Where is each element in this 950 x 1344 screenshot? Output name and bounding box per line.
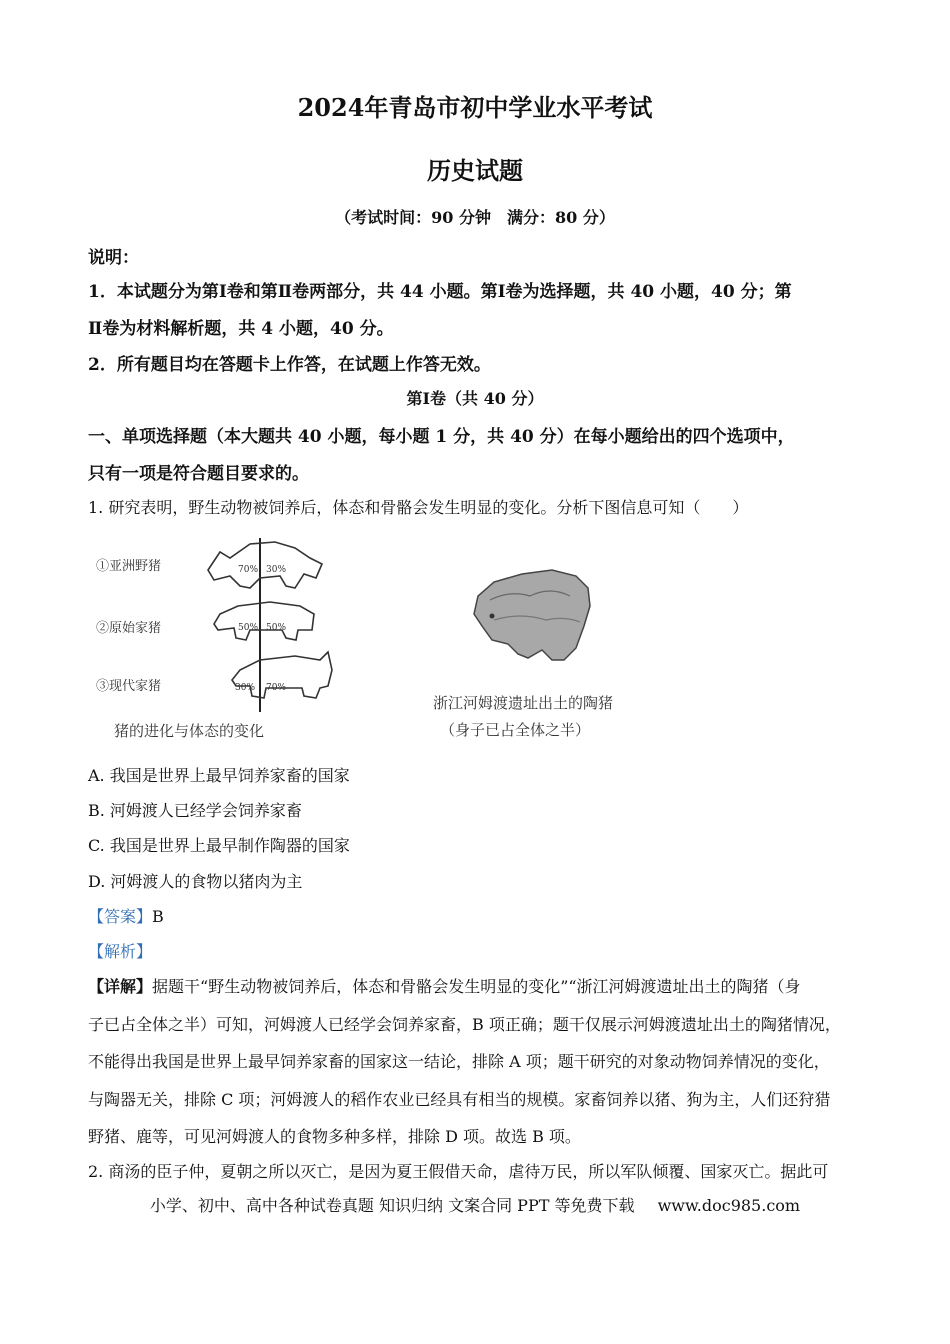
option-b: B. 河姆渡人已经学会饲养家畜 (88, 801, 302, 820)
detail-line-4: 与陶器无关，排除 C 项；河姆渡人的稻作农业已经具有相当的规模。家畜饲养以猪、狗为主，人们还狩猎 (88, 1090, 831, 1109)
detail-line-3: 不能得出我国是世界上最早饲养家畜的国家这一结论，排除 A 项；题干研究的对象动物饲养情况的变化， (88, 1052, 830, 1071)
left-figure-caption: 猪的进化与体态的变化 (114, 722, 265, 740)
row-body-pct-2: 50% (266, 623, 287, 633)
section-instruction-line-2: 只有一项是符合题目要求的。 (88, 464, 309, 484)
footer-text: 小学、初中、高中各种试卷真题 知识归纳 文案合同 PPT 等免费下载 (149, 1196, 635, 1215)
answer-value: B (152, 907, 164, 926)
row-head-pct-1: 70% (238, 565, 259, 575)
row-body-pct-3: 70% (266, 683, 287, 693)
detail-line-2: 子已占全体之半）可知，河姆渡人已经学会饲养家畜，B 项正确；题干仅展示河姆渡遗址出土的陶猪情况， (88, 1015, 841, 1034)
instruction-2: 2．所有题目均在答题卡上作答，在试题上作答无效。 (88, 355, 491, 375)
row-label-2: ②原始家猪 (96, 621, 162, 636)
option-a: A. 我国是世界上最早饲养家畜的国家 (88, 766, 350, 785)
detail-line-1 (88, 974, 801, 997)
analysis-tag: 【解析】 (88, 942, 153, 961)
exam-title: 2024年青岛市初中学业水平考试 (297, 93, 653, 122)
question-1-figure (90, 530, 860, 750)
right-figure-caption-line-1: 浙江河姆渡遗址出土的陶猪 (433, 694, 614, 712)
detail-text-1: 据题干“野生动物被饲养后，体态和骨骼会发生明显的变化”“浙江河姆渡遗址出土的陶猪（身 (152, 977, 801, 996)
row-head-pct-3: 30% (235, 683, 256, 693)
exam-meta: （考试时间：90 分钟 满分：80 分） (335, 208, 615, 227)
section-instruction-line-1: 一、单项选择题（本大题共 40 小题，每小题 1 分，共 40 分）在每小题给出的四个选项中， (88, 427, 795, 447)
subject-title: 历史试题 (427, 156, 523, 185)
part1-heading: 第Ⅰ卷（共 40 分） (406, 389, 544, 408)
instruction-1-line-2: Ⅱ卷为材料解析题，共 4 小题，40 分。 (88, 319, 394, 339)
footer-url[interactable]: www.doc985.com (657, 1196, 801, 1215)
answer-row (88, 904, 164, 927)
detail-line-5: 野猪、鹿等，可见河姆渡人的食物多种多样，排除 D 项。故选 B 项。 (88, 1127, 581, 1146)
instruction-1-line-1: 1．本试题分为第Ⅰ卷和第Ⅱ卷两部分，共 44 小题。第Ⅰ卷为选择题，共 40 小题，40 分；第 (88, 282, 792, 302)
pottery-pig-image (474, 570, 590, 660)
detail-tag: 【详解】 (88, 977, 153, 996)
row-head-pct-2: 50% (238, 623, 259, 633)
answer-tag: 【答案】 (88, 907, 153, 926)
right-figure-caption-line-2: （身子已占全体之半） (440, 721, 591, 739)
row-body-pct-1: 30% (266, 565, 287, 575)
footer (0, 1193, 950, 1216)
question-1-stem: 1. 研究表明，野生动物被饲养后，体态和骨骼会发生明显的变化。分析下图信息可知（ ） (88, 498, 749, 517)
instructions-heading: 说明： (88, 248, 139, 268)
option-c: C. 我国是世界上最早制作陶器的国家 (88, 836, 350, 855)
option-d: D. 河姆渡人的食物以猪肉为主 (88, 872, 303, 891)
row-label-1: ①亚洲野猪 (96, 559, 162, 574)
question-2-stem: 2. 商汤的臣子仲，夏朝之所以灭亡，是因为夏王假借天命，虐待万民，所以军队倾覆、国家灭亡。据此可 (88, 1162, 829, 1181)
row-label-3: ③现代家猪 (96, 679, 162, 694)
